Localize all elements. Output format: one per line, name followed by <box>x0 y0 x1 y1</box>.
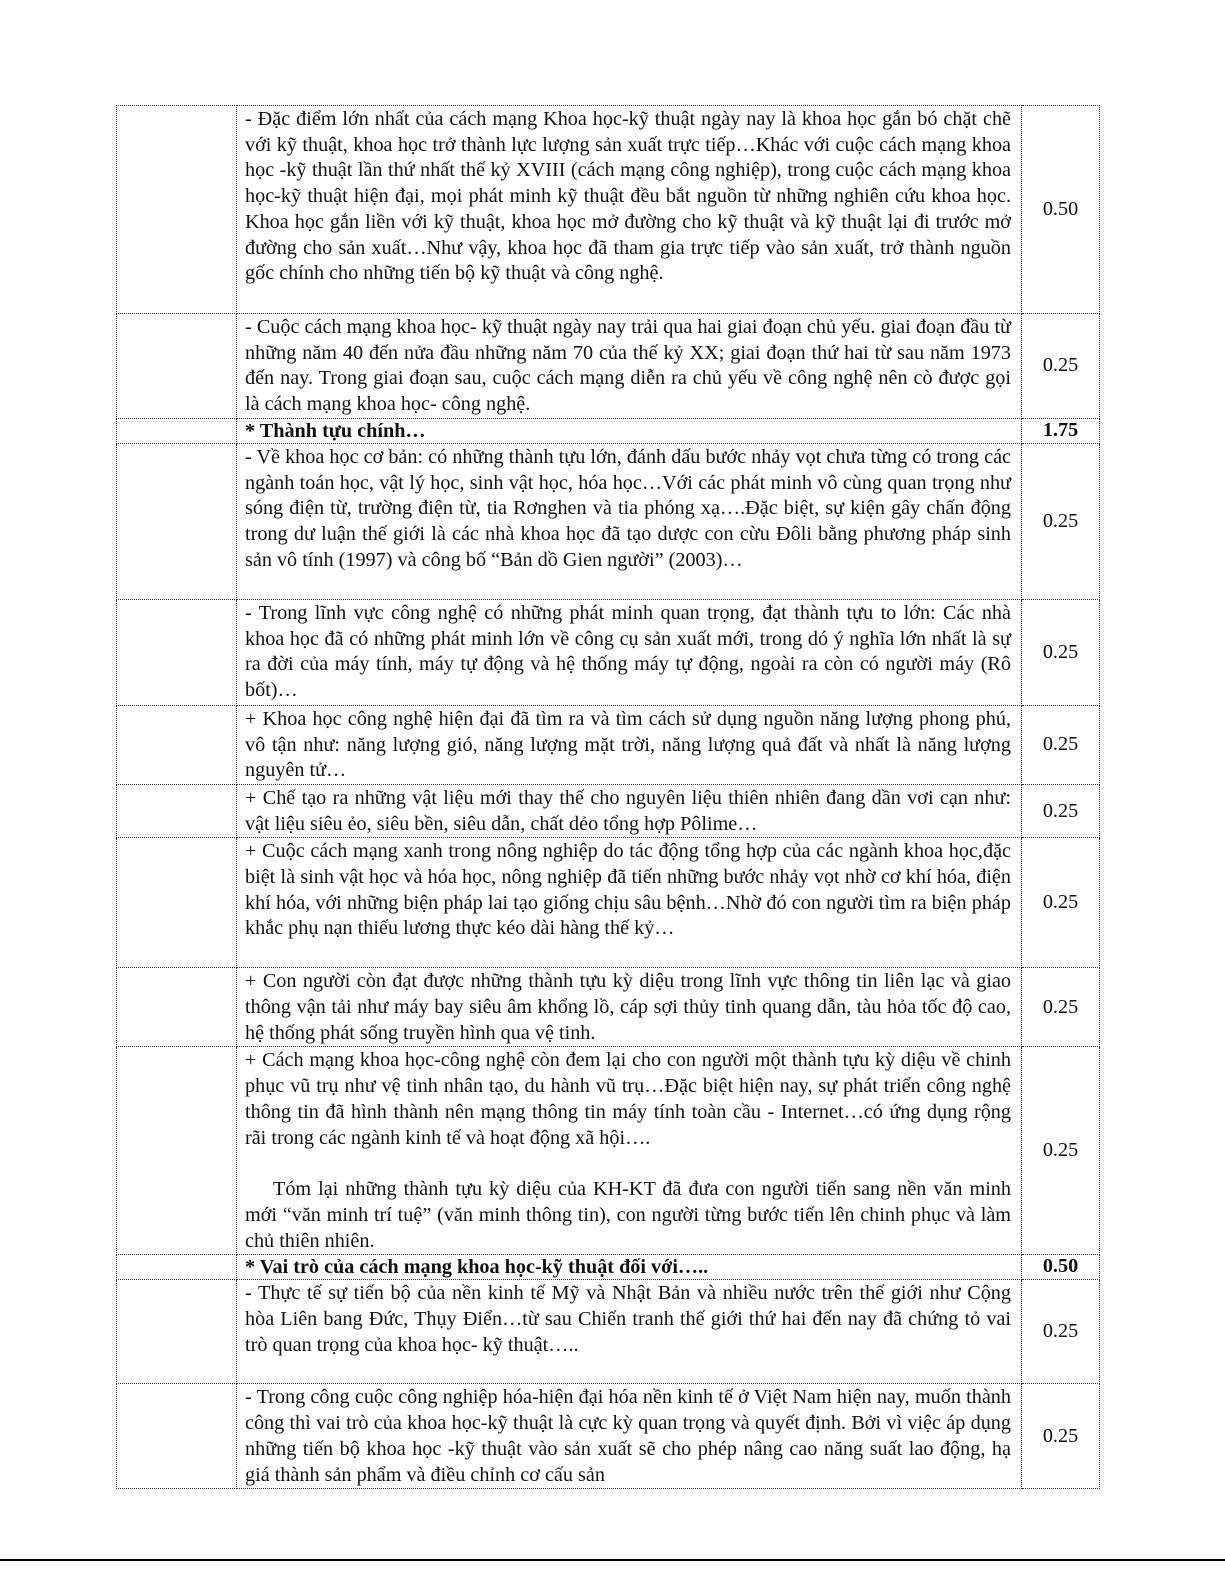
section-heading-row <box>117 1255 1100 1280</box>
table-row <box>117 1384 1100 1489</box>
table-row <box>117 1047 1100 1255</box>
score-cell: 0.25 <box>1022 784 1100 837</box>
table-row <box>117 784 1100 837</box>
table-row <box>117 599 1100 705</box>
question-cell <box>117 314 237 419</box>
answer-text: + Chế tạo ra những vật liệu mới thay thế cho nguyên liệu thiên nhiên đang dần vơi cạn như: vật liệu siêu ẻo, siêu bền, siêu dẫn, chất dẻo tổng hợp Pôlime… <box>237 784 1022 837</box>
answer-text: - Về khoa học cơ bản: có những thành tựu lớn, đánh dấu bước nhảy vọt chưa từng có trong các ngành toán học, vật lý học, sinh vật học, hóa học…Với các phát minh vô cùng quan trọng như sóng điện từ, trường điện từ, tia Rơnghen và tia phóng xạ….Đặc biệt, sự kiện gây chấn động trong dư luận thế giới là các nhà khoa học đã tạo dược con cừu Đôli bằng phương pháp sinh sản vô tính (1997) và công bố “Bản dồ Gien người” (2003)… <box>237 443 1022 599</box>
table-row <box>117 443 1100 599</box>
answer-text: - Đặc điểm lớn nhất của cách mạng Khoa học-kỹ thuật ngày nay là khoa học gắn bó chặt chẽ với kỹ thuật, khoa học trở thành lực lượng sản xuất trực tiếp…Khác với cuộc cách mạng khoa học -kỹ thuật lần thứ nhất thế kỷ XVIII (cách mạng công nghiệp), trong cuộc cách mạng khoa học-kỹ thuật hiện đại, mọi phát minh kỹ thuật đều bắt nguồn từ những nghiên cứu khoa học. Khoa học gắn liền với kỹ thuật, khoa học mở đường cho kỹ thuật và kỹ thuật lại đi trước mở đường cho sản xuất…Như vậy, khoa học đã tham gia trực tiếp vào sản xuất, trở thành nguồn gốc chính cho những tiến bộ kỹ thuật và công nghệ. <box>237 106 1022 314</box>
table-row <box>117 968 1100 1047</box>
answer-text: - Trong lĩnh vực công nghệ có những phát minh quan trọng, đạt thành tựu to lớn: Các nhà khoa học đã có những phát minh lớn về công cụ sản xuất mới, trong dó ý nghĩa lớn nhất là sự ra đời của máy tính, máy tự động và hệ thống máy tự động, ngoài ra còn có người máy (Rô bốt)… <box>237 599 1022 705</box>
table-row <box>117 314 1100 419</box>
answer-text <box>237 1047 1022 1255</box>
section-heading: * Thành tựu chính… <box>237 418 1022 443</box>
grading-table <box>116 105 1100 1489</box>
score-cell: 0.25 <box>1022 1280 1100 1384</box>
score-cell: 0.25 <box>1022 1384 1100 1489</box>
section-score: 0.50 <box>1022 1255 1100 1280</box>
question-cell <box>117 838 237 968</box>
section-heading-row <box>117 418 1100 443</box>
table-row <box>117 1280 1100 1384</box>
answer-text: + Cuộc cách mạng xanh trong nông nghiệp do tác động tổng hợp của các ngành khoa học,đặc biệt là sinh vật học và hóa học, nông nghiệp đã tiến những bước nhảy vọt nhờ cơ khí hóa, điện khí hóa, với những biện pháp lai tạo giống chịu sâu bệnh…Nhờ đó con người tìm ra biện pháp khắc phụ nạn thiếu lương thực kéo dài hàng thế kỷ… <box>237 838 1022 968</box>
score-cell: 0.25 <box>1022 314 1100 419</box>
score-cell: 0.25 <box>1022 443 1100 599</box>
question-cell <box>117 599 237 705</box>
table-row <box>117 705 1100 784</box>
question-cell <box>117 418 237 443</box>
page-bottom-rule <box>0 1559 1225 1561</box>
question-cell <box>117 784 237 837</box>
question-cell <box>117 968 237 1047</box>
answer-text: - Thực tế sự tiến bộ của nền kinh tế Mỹ và Nhật Bản và nhiều nước trên thế giới như Cộng hòa Liên bang Đức, Thụy Điển…từ sau Chiến tranh thế giới thứ hai đến nay đã chứng tỏ vai trò quan trọng của khoa học- kỹ thuật….. <box>237 1280 1022 1384</box>
question-cell <box>117 1255 237 1280</box>
score-cell: 0.25 <box>1022 838 1100 968</box>
question-cell <box>117 106 237 314</box>
question-cell <box>117 705 237 784</box>
answer-text: - Trong công cuộc công nghiệp hóa-hiện đại hóa nền kinh tế ở Việt Nam hiện nay, muốn thành công thì vai trò của khoa học-kỹ thuật là cực kỳ quan trọng và quyết định. Bởi vì việc áp dụng những tiến bộ khoa học -kỹ thuật vào sản xuất sẽ cho phép nâng cao năng suất lao động, hạ giá thành sản phẩm và điều chỉnh cơ cấu sản <box>237 1384 1022 1489</box>
question-cell <box>117 443 237 599</box>
score-cell: 0.25 <box>1022 705 1100 784</box>
answer-paragraph: + Cách mạng khoa học-công nghệ còn đem lại cho con người một thành tựu kỳ diệu về chinh phục vũ trụ như vệ tinh nhân tạo, du hành vũ trụ…Đặc biệt hiện nay, sự phát triển công nghệ thông tin đã hình thành nên mạng thông tin máy tính toàn cầu - Internet…có ứng dụng rộng rãi trong các ngành kinh tế và hoạt động xã hội…. <box>245 1049 1011 1149</box>
section-heading: * Vai trò của cách mạng khoa học-kỹ thuật đối với….. <box>237 1255 1022 1280</box>
answer-text: - Cuộc cách mạng khoa học- kỹ thuật ngày nay trải qua hai giai đoạn chủ yếu. giai đoạn đầu từ những năm 40 đến nửa đầu những năm 70 của thế kỷ XX; giai đoạn thứ hai từ sau năm 1973 đến nay. Trong giai đoạn sau, cuộc cách mạng diễn ra chủ yếu về công nghệ nên cò được gọi là cách mạng khoa học- công nghệ. <box>237 314 1022 419</box>
question-cell <box>117 1047 237 1255</box>
question-cell <box>117 1280 237 1384</box>
answer-text: + Khoa học công nghệ hiện đại đã tìm ra và tìm cách sử dụng nguồn năng lượng phong phú, vô tận như: năng lượng gió, năng lượng mặt trời, năng lượng quả đất và nhất là năng lượng nguyên tử… <box>237 705 1022 784</box>
section-score: 1.75 <box>1022 418 1100 443</box>
summary-paragraph: Tóm lại những thành tựu kỳ diệu của KH-KT đã đưa con người tiến sang nền văn minh mới “văn minh trí tuệ” (văn minh thông tin), con người từng bước tiến lên chinh phục và làm chủ thiên nhiên. <box>245 1178 1011 1252</box>
score-cell: 0.50 <box>1022 106 1100 314</box>
question-cell <box>117 1384 237 1489</box>
score-cell: 0.25 <box>1022 599 1100 705</box>
answer-key-page <box>116 105 1082 1489</box>
score-cell: 0.25 <box>1022 1047 1100 1255</box>
score-cell: 0.25 <box>1022 968 1100 1047</box>
table-row <box>117 838 1100 968</box>
answer-text: + Con người còn đạt được những thành tựu kỳ diệu trong lĩnh vực thông tin liên lạc và giao thông vận tải như máy bay siêu âm khổng lồ, cáp sợi thủy tinh quang dẫn, tàu hỏa tốc độ cao, hệ thống phát sống truyền hình qua vệ tinh. <box>237 968 1022 1047</box>
table-row <box>117 106 1100 314</box>
